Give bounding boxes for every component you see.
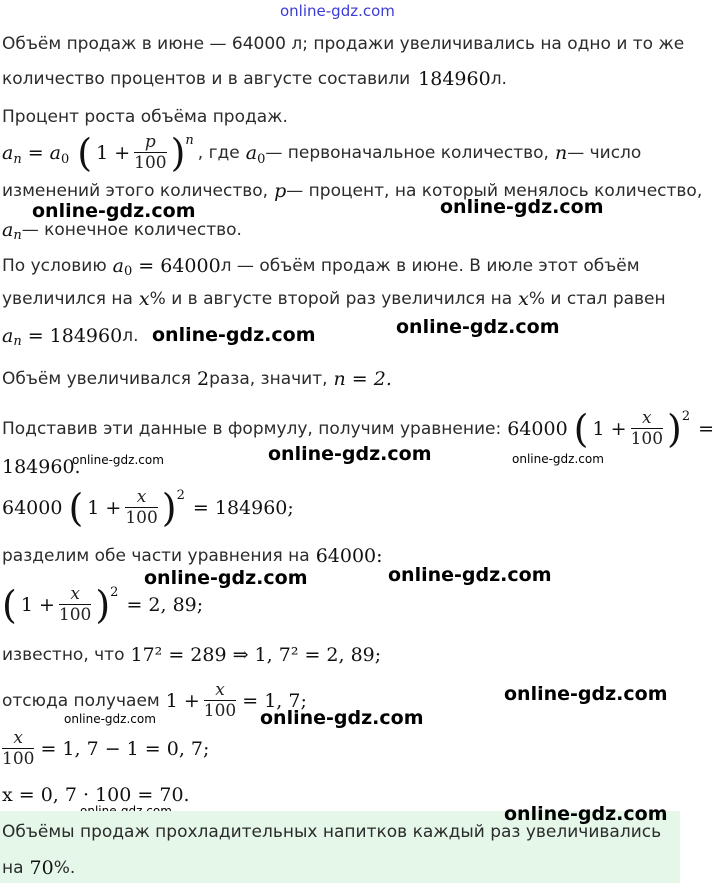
a0-symbol-2: a [245,142,258,164]
a0-symbol: a [49,142,61,164]
watermark-top: online-gdz.com [280,2,395,20]
line-16 [2,644,381,666]
answer-value: 70 [29,857,54,879]
equals: = [698,418,714,440]
watermark: online-gdz.com [144,567,308,589]
where-text: , где [197,143,240,163]
divisor-value: 64000: [315,545,383,567]
equals-07: = 1, 7 − 1 = 0, 7; [40,738,210,760]
line-2-unit: л. [490,69,507,89]
sub-0: 0 [60,151,70,167]
equals: = [27,142,44,164]
numerator-x: x [13,728,24,748]
x-symbol: x [518,288,529,310]
right-paren: ) [170,131,186,175]
answer-line-2 [2,857,75,879]
right-paren: ) [95,583,111,627]
sub-n: n [13,334,22,349]
known-text: известно, что [2,645,125,665]
denominator-100: 100 [2,749,35,769]
watermark: online-gdz.com [32,200,196,222]
equals-184960: = 184960; [192,497,294,519]
one-plus: 1 + [592,418,627,440]
answer-text: на [2,858,24,878]
line-7 [2,252,640,279]
denominator-100: 100 [630,429,664,449]
a-symbol: a [2,142,14,164]
left-paren: ( [573,407,589,451]
one-plus: 1 + [20,594,55,616]
watermark: online-gdz.com [512,452,604,466]
numerator-p: p [144,132,156,152]
line-7-text-b: л — объём продаж в июне. В июле этот объём [220,255,640,276]
denominator-100: 100 [134,153,167,173]
watermark: online-gdz.com [64,712,156,726]
watermark: online-gdz.com [268,443,432,465]
power-2: 2 [681,408,691,424]
x-symbol: x [138,288,150,310]
sub-n: n [13,228,22,243]
line-10-text-b: раза, значит, [209,369,328,389]
line-8-text-c: % и стал равен [528,289,666,309]
line-8-text-b: % и в августе второй раз увеличился на [149,289,513,309]
left-paren: ( [2,583,17,627]
numerator-x: x [136,487,147,507]
substitution-text: Подставив эти данные в формулу, получим уравнение: [2,419,502,439]
sub-0-2: 0 [257,151,266,167]
hence-text: отсюда получаем [2,691,160,711]
equation-line [2,483,294,533]
initial-text: — первоначальное количество, [265,143,549,163]
answer-percent: %. [53,858,76,878]
power-2: 2 [110,584,119,600]
p-symbol: p [274,180,287,202]
line-6 [2,216,242,243]
divide-text: разделим обе части уравнения на [2,546,310,566]
value-184960: 184960. [2,456,81,478]
watermark: online-gdz.com [260,707,424,729]
watermark: online-gdz.com [504,683,668,705]
sub-n: n [13,151,22,167]
formula-line [2,128,641,178]
line-5-text-b: — процент, на который менялось количество, [286,181,703,201]
denominator-100: 100 [203,701,237,721]
line-10-text: Объём увеличивался [2,369,191,389]
power-n: n [185,132,194,148]
n-equals-2: n = 2. [333,368,392,390]
equals-17: = 1, 7; [242,690,307,712]
fraction-x-100 [2,729,34,769]
value-64000: 64000 [507,418,568,440]
line-18 [2,724,209,774]
a0-symbol: a [112,254,124,277]
n-symbol: n [554,142,568,164]
line-10 [2,368,392,390]
denominator-100: 100 [58,605,92,625]
a0-value: = 64000 [138,254,221,277]
watermark: online-gdz.com [388,564,552,586]
right-paren: ) [161,486,177,530]
watermark: online-gdz.com [396,316,560,338]
numerator-x: x [215,680,225,700]
line-8-text: увеличился на [2,289,133,309]
known-formula: 17² = 289 ⇒ 1, 7² = 2, 89; [130,644,382,666]
line-8 [2,288,666,310]
one-plus: 1 + [87,497,122,519]
line-3: Процент роста объёма продаж. [2,107,288,127]
line-6-text: — конечное количество. [21,219,242,240]
line-5-text: изменений этого количество, [2,181,269,201]
power-2: 2 [176,487,185,503]
one-plus: 1 + [165,690,200,712]
fraction-x-100 [631,409,663,449]
number-text: — число [567,143,642,163]
watermark: online-gdz.com [440,196,604,218]
fraction-p-100 [134,133,166,173]
one-plus: 1 + [96,142,131,164]
value-64000: 64000 [2,497,63,519]
an-symbol: a [2,324,14,347]
final-result: x = 0, 7 · 100 = 70. [2,784,190,806]
an-value: = 184960 [27,324,123,347]
fraction-x-100 [59,585,91,625]
line-2-value: 184960 [418,68,491,90]
line-1: Объём продаж в июне — 64000 л; продажи увеличивались на одно и то же [2,34,685,54]
equals-289: = 2, 89; [126,594,204,616]
liter-unit: л. [122,325,139,346]
answer-line-1: Объёмы продаж прохладительных напитков каждый раз увеличивались [2,822,662,842]
an-symbol: a [2,218,14,241]
left-paren: ( [68,486,84,530]
two-value: 2 [196,368,210,390]
line-9 [2,322,138,349]
line-2-text: количество процентов и в августе составили [2,69,411,89]
line-7-text: По условию [2,255,107,276]
left-paren: ( [77,131,93,175]
watermark: online-gdz.com [152,324,316,346]
numerator-x: x [70,584,80,604]
line-2 [2,68,507,90]
watermark: online-gdz.com [504,803,668,825]
numerator-x: x [641,408,652,428]
fraction-x-100 [125,488,157,528]
watermark: online-gdz.com [72,453,164,467]
line-14 [2,545,383,567]
fraction-x-100 [204,681,236,721]
denominator-100: 100 [125,508,158,528]
sub-0: 0 [123,264,133,279]
right-paren: ) [667,407,682,451]
